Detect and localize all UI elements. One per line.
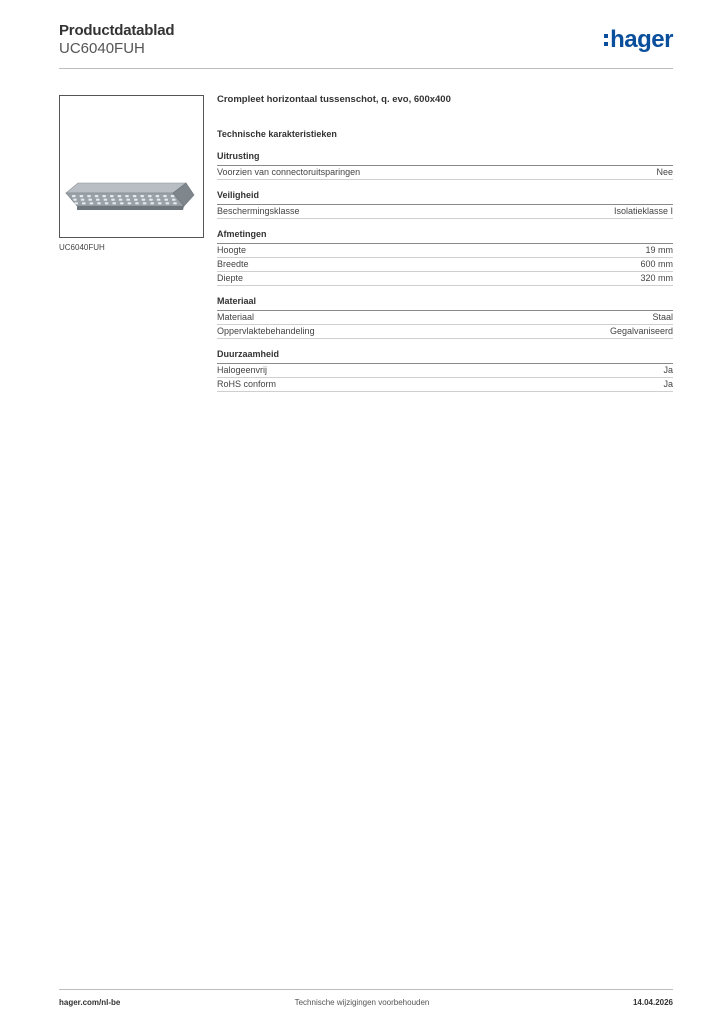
spec-value: 320 mm — [640, 273, 673, 283]
footer-notice: Technische wijzigingen voorbehouden — [294, 998, 430, 1007]
document-title: Productdatablad — [59, 22, 175, 39]
spec-value: Ja — [663, 379, 673, 389]
spec-label: Beschermingsklasse — [217, 206, 300, 216]
spec-row — [217, 378, 673, 392]
spec-row — [217, 364, 673, 378]
page-header — [59, 22, 673, 70]
image-caption: UC6040FUH — [59, 243, 105, 252]
footer-date: 14.04.2026 — [632, 998, 673, 1007]
section-title: Afmetingen — [217, 229, 673, 244]
hager-logo — [604, 28, 673, 52]
spec-content — [217, 94, 673, 392]
spec-section — [217, 151, 673, 180]
spec-label: RoHS conform — [217, 379, 277, 389]
spec-label: Materiaal — [217, 312, 255, 322]
spec-label: Hoogte — [217, 245, 247, 255]
product-code: UC6040FUH — [59, 40, 145, 57]
section-title: Materiaal — [217, 296, 673, 311]
spec-row — [217, 205, 673, 219]
spec-value: Ja — [663, 365, 673, 375]
spec-label: Oppervlaktebehandeling — [217, 326, 315, 336]
product-name: Crompleet horizontaal tussenschot, q. evo, 600x400 — [217, 94, 451, 105]
product-image-frame — [59, 95, 204, 238]
spec-value: Staal — [652, 312, 673, 322]
spec-row — [217, 244, 673, 258]
spec-section — [217, 190, 673, 219]
spec-row — [217, 258, 673, 272]
spec-sections — [217, 151, 673, 392]
footer-divider — [59, 989, 673, 990]
header-divider — [59, 68, 673, 69]
spec-value: Isolatieklasse I — [613, 206, 673, 216]
spec-section — [217, 349, 673, 392]
perforated-shelf-image — [60, 96, 205, 239]
spec-value: 600 mm — [640, 259, 673, 269]
spec-row — [217, 166, 673, 180]
section-title: Uitrusting — [217, 151, 673, 166]
spec-value: Nee — [656, 167, 673, 177]
section-title: Veiligheid — [217, 190, 673, 205]
spec-label: Voorzien van connectoruitsparingen — [217, 167, 361, 177]
spec-label: Halogeenvrij — [217, 365, 268, 375]
spec-row — [217, 325, 673, 339]
footer-website: hager.com/nl-be — [59, 998, 121, 1007]
spec-section — [217, 229, 673, 286]
spec-section — [217, 296, 673, 339]
spec-value: 19 mm — [645, 245, 673, 255]
spec-label: Diepte — [217, 273, 244, 283]
technical-characteristics-title: Technische karakteristieken — [217, 129, 337, 139]
spec-row — [217, 311, 673, 325]
spec-row — [217, 272, 673, 286]
logo-colon-icon — [604, 34, 608, 46]
spec-label: Breedte — [217, 259, 249, 269]
section-title: Duurzaamheid — [217, 349, 673, 364]
spec-value: Gegalvaniseerd — [609, 326, 673, 336]
logo-text: hager — [610, 26, 673, 53]
